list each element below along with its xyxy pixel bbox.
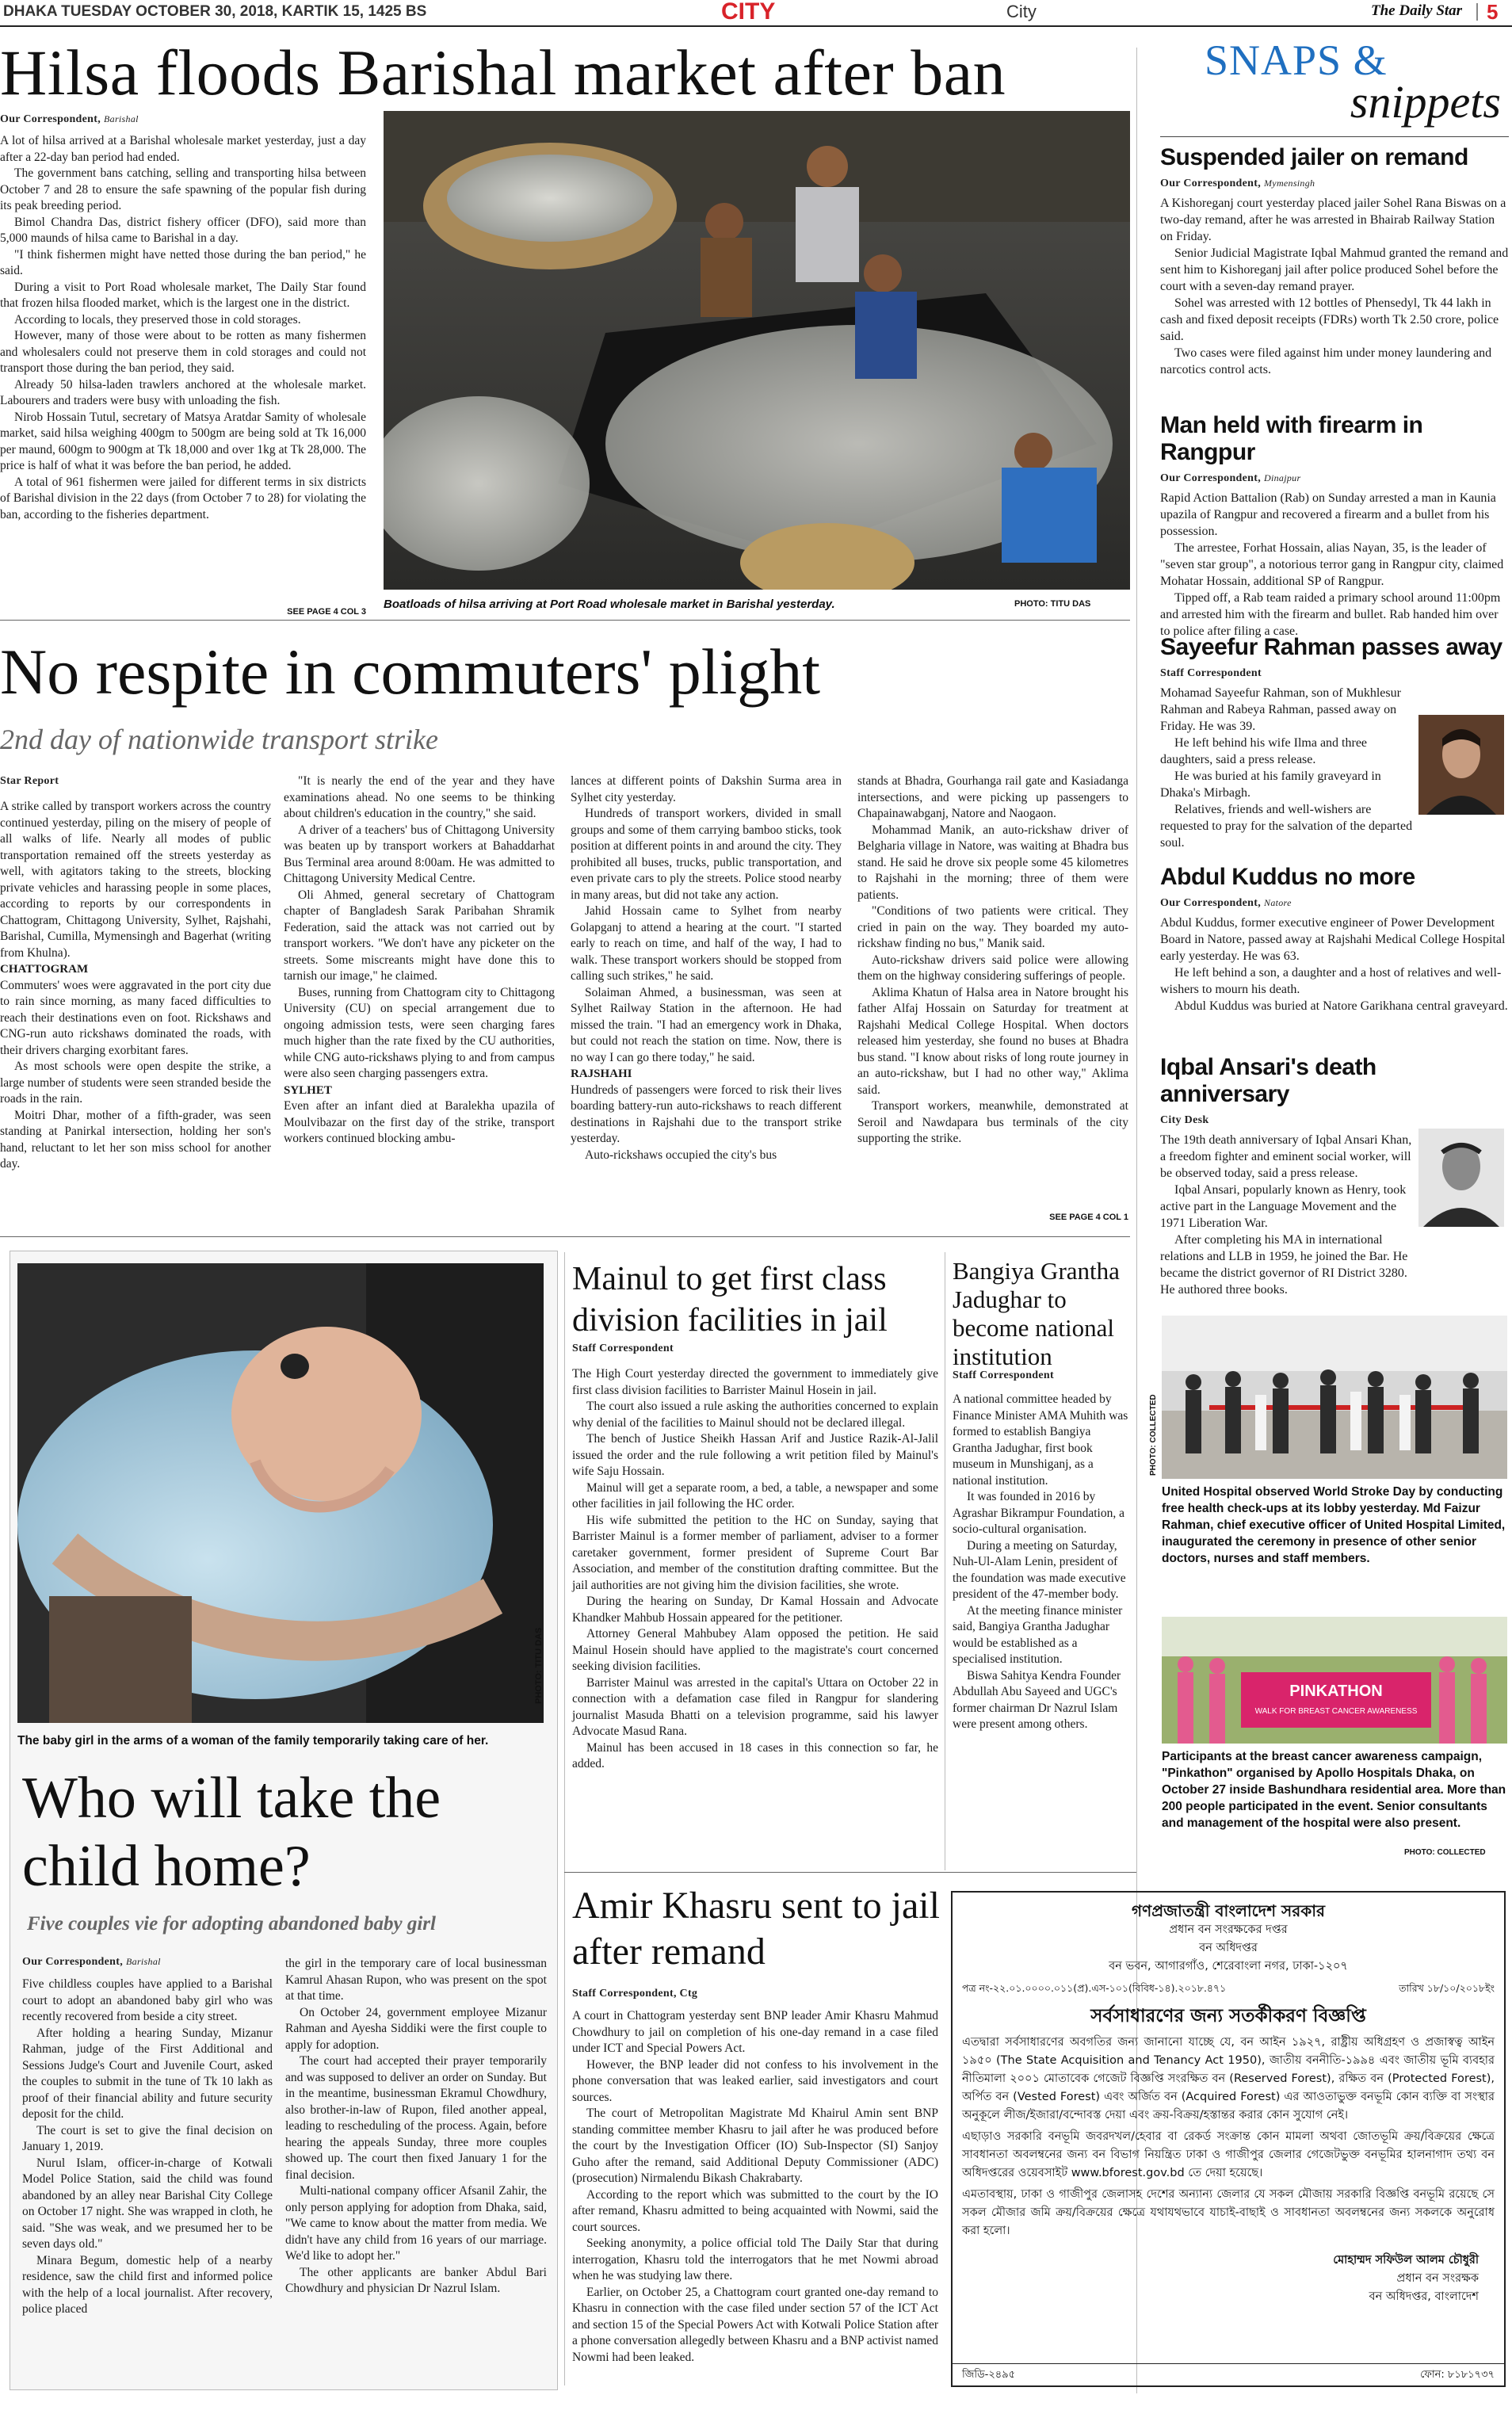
united-hospital-photo	[1162, 1316, 1507, 1479]
sayeefur-portrait	[1418, 715, 1504, 815]
paragraph: Commuters' woes were aggravated in the port city due to rain since morning, as many faced difficulties to reach their destinations even on foot. Rickshaws and CNG-run auto rickshaws dominated the roads, with their drivers charging exorbitant fares.	[0, 978, 271, 1057]
paragraph: Five childless couples have applied to a Barishal court to adopt an abandoned baby girl who was recently recovered from beside a city street.	[22, 1977, 273, 2023]
paragraph: A court in Chattogram yesterday sent BNP leader Amir Khasru Mahmud Chowdhury to jail on completion of his one-day remand in a case filed under ICT and Special Powers Act.	[572, 2009, 938, 2055]
notice-signer-office: বন অধিদপ্তর, বাংলাদেশ	[1369, 2290, 1479, 2303]
child-col1	[22, 1977, 273, 2318]
paragraph: the girl in the temporary care of local businessman Kamrul Ahasan Rupon, who was present on the spot at that time.	[285, 1957, 547, 2003]
snippet-body	[1160, 490, 1509, 640]
paragraph: According to the report which was submitted to the court by the IO after remand, Khasru admitted to being acquainted with Nowmi, said the court sources.	[572, 2187, 938, 2234]
snippet-headline[interactable]: Suspended jailer on remand	[1160, 144, 1468, 170]
paragraph: "I think fishermen might have netted those during the ban period," he said.	[0, 247, 366, 277]
paragraph: A strike called by transport workers across the country continued yesterday, piling on the misery of people of all walks of life. Nearly all modes of public transportation remained off the streets yesterday as well, with agitators taking to the streets, blocking private vehicles and harassing people in some places, according to reports by our correspondents in Chattogram, Chittagong University, Sylhet, Rajshahi, Barishal, Cumilla, Mymensingh and Bagerhat (writing from Khulna).	[0, 800, 271, 960]
paragraph: He left behind his wife Ilma and three daughters, said a press release.	[1160, 736, 1368, 766]
paragraph: A lot of hilsa arrived at a Barishal wholesale market yesterday, just a day after a 22-day ban period had ended.	[0, 134, 366, 164]
hilsa-byline	[0, 113, 139, 126]
paragraph: Two cases were filed against him under money laundering and narcotics control acts.	[1160, 346, 1492, 376]
paragraph: A Kishoreganj court yesterday placed jailer Sohel Rana Biswas on a two-day remand, after he was arrested in Bhairab Railway Station on Friday.	[1160, 197, 1506, 243]
section-subhead: RAJSHAHI	[571, 1068, 632, 1080]
bangiya-byline: Staff Correspondent	[953, 1369, 1054, 1381]
paragraph: Tipped off, a Rab team raided a primary school around 11:00pm and arrested him with the firearm and bullet. Rab handed him over to police after filing a case.	[1160, 591, 1501, 638]
paragraph: The court had accepted their prayer temporarily and was supposed to deliver an order on Sunday. But in the meantime, businessman Ekramul Chowdhury, also brother-in-law of Rupon, filed another appeal, leading to rescheduling of the process. Again, before hearing the appeals Sunday, three more couples showed up. The court then fixed January 1 for the final decision.	[285, 2054, 547, 2182]
paragraph: Barrister Mainul was arrested in the capital's Uttara on October 22 in connection with a defamation case filed in Rangpur for slandering journalist Masuda Bhatti on a television programme, said his lawyer Advocate Masud Rana.	[572, 1675, 938, 1738]
paragraph: lances at different points of Dakshin Surma area in Sylhet city yesterday.	[571, 774, 842, 804]
child-subhead: Five couples vie for adopting abandoned baby girl	[27, 1913, 436, 1935]
ribbon-cutting-image	[1162, 1316, 1507, 1479]
paragraph: On October 24, government employee Mizanur Rahman and Ayesha Siddiki were the first couple to apply for adoption.	[285, 2005, 547, 2052]
paragraph: Sohel was arrested with 12 bottles of Phensedyl, Tk 44 lakh in cash and fixed deposit receipts (FDRs) worth Tk 2.50 crore, police said.	[1160, 296, 1499, 343]
paragraph: Biswa Sahitya Kendra Founder Abdullah Abu Sayeed and UGC's former chairman Dr Nazrul Islam were present among others.	[953, 1668, 1121, 1731]
khasru-body	[572, 2008, 938, 2366]
paragraph: A total of 961 fishermen were jailed for different terms in six districts of Barishal division in the 22 days (from October 7 to 28) for violating the ban, according to the fisheries department.	[0, 475, 366, 521]
snippet-body	[1160, 915, 1509, 1014]
snippet-byline: City Desk	[1160, 1114, 1209, 1126]
paragraph: Iqbal Ansari, popularly known as Henry, took active part in the Language Movement and the 1971 Liberation War.	[1160, 1183, 1407, 1230]
byline-text: Our Correspondent,	[0, 113, 101, 125]
govt-notice	[951, 1891, 1506, 2387]
paragraph: The bench of Justice Sheikh Hassan Arif and Justice Razik-Al-Jalil issued the order and the rule following a writ petition filed by Mainul's wife Saju Hossain.	[572, 1432, 938, 1478]
paragraph: Attorney General Mahbubey Alam opposed the petition. He said Mainul Hosein should have applied to the magistrate's court concerned seeking division facilities.	[572, 1627, 938, 1673]
snippet-headline[interactable]: Man held with firearm in Rangpur	[1160, 412, 1423, 465]
paragraph: According to locals, they preserved those in cold storages.	[14, 312, 301, 327]
paragraph: His wife submitted the petition to the HC on Sunday, saying that Barrister Mainul is a former member of parliament, adviser to a former caretaker government, former president of Supreme Court Bar Association, and member of the constitution drafting committee. But the jail authorities are not giving him the division facilities, she wrote.	[572, 1513, 938, 1592]
paragraph: A national committee headed by Finance Minister AMA Muhith was formed to establish Bangiya Grantha Jadughar, first book museum in Munshiganj, as a national institution.	[953, 1392, 1128, 1488]
paragraph: Rapid Action Battalion (Rab) on Sunday arrested a man in Kaunia upazila of Rangpur and recovered a firearm and a bullet from his possession.	[1160, 491, 1496, 538]
bangiya-body	[953, 1392, 1130, 1733]
paragraph: Mohamad Sayeefur Rahman, son of Mukhlesur Rahman and Rabeya Rahman, passed away on Friday. He was 39.	[1160, 686, 1401, 733]
paragraph: Auto-rickshaw drivers said police were allowing them on the highway considering sufferings of people.	[857, 953, 1128, 983]
paragraph: He was buried at his family graveyard in Dhaka's Mirbagh.	[1160, 770, 1381, 800]
snippet-headline[interactable]: Abdul Kuddus no more	[1160, 864, 1415, 890]
child-photo	[17, 1263, 544, 1723]
pinkathon-photo	[1162, 1617, 1507, 1744]
notice-code: জিডি-২৪৯৫	[962, 2369, 1016, 2381]
paragraph: Mainul will get a separate room, a bed, a table, a newspaper and some other facilities in jail following the HC order.	[572, 1480, 938, 1511]
united-photo-credit: PHOTO: COLLECTED	[1149, 1394, 1158, 1476]
commuters-headline: No respite in commuters' plight	[0, 636, 821, 708]
paragraph: Minara Begum, domestic help of a nearby residence, saw the child first and informed police with the help of a local journalist. After recovery, police placed	[22, 2253, 273, 2316]
paragraph: Relatives, friends and well-wishers are requested to pray for the salvation of the departed soul.	[1160, 803, 1413, 850]
paragraph: Hundreds of passengers were forced to risk their lives boarding battery-run auto-rickshaws to reach different destinations in Rajshahi due to the transport strike yesterday.	[571, 1083, 842, 1145]
hilsa-see-page[interactable]: SEE PAGE 4 COL 3	[287, 607, 366, 617]
snippet-headline[interactable]: Sayeefur Rahman passes away	[1160, 634, 1502, 660]
commuters-byline: Star Report	[0, 775, 59, 787]
snippet-byline: Our Correspondent,	[1160, 472, 1262, 484]
snippet-item	[1160, 144, 1509, 378]
mainul-body	[572, 1366, 938, 1773]
snippet-byline: Our Correspondent,	[1160, 178, 1262, 189]
paragraph: Jahid Hossain came to Sylhet from nearby Golapganj to attend a hearing at the court. "I started early to reach on time, and half of the way, I had to walk. These transport workers should be stopped from calling such strikes," he said.	[571, 904, 842, 983]
snaps-title-line2: snippets	[1350, 76, 1501, 128]
masthead-logo: The Daily Star	[1371, 2, 1463, 19]
snippet-location: Mymensingh	[1264, 178, 1315, 189]
byline-location: Barishal	[126, 1956, 161, 1967]
child-col2	[285, 1956, 547, 2298]
paragraph: Aklima Khatun of Halsa area in Natore brought his father Alfaj Hossain on Saturday for treatment at Rajshahi Medical College Hospital. When doctors released him yesterday, she found no buses at Bhadra bus stand. "I know about risks of long route journey in an auto-rickshaw, but I had no other way," Aklima said.	[857, 985, 1128, 1097]
dateline: DHAKA TUESDAY OCTOBER 30, 2018, KARTIK 15, 1425 BS	[3, 3, 427, 20]
hilsa-caption: Boatloads of hilsa arriving at Port Road wholesale market in Barishal yesterday.	[384, 598, 835, 611]
snippet-item	[1160, 864, 1509, 1014]
portrait-image	[1418, 1129, 1504, 1227]
portrait-image	[1418, 715, 1504, 815]
notice-body1: এতদ্বারা সর্বসাধারণের অবগতির জন্য জানানো যাচ্ছে যে, বন আইন ১৯২৭, রাষ্ট্রীয় অধিগ্রহণ ও প্রজাস্বত্ব আইন ১৯৫০ (The State Acquisition and Tenancy Act 1950), জাতীয় বননীতি-১৯৯৪ এবং জাতীয় ভূমি ব্যবহার নীতিমালা ২০০১ মোতাবেক গেজেট বিজ্ঞপ্তি সংরক্ষিত বন (Reserved Forest), রক্ষিত বন (Protected Forest), অর্পিত বন (Vested Forest) এবং অর্জিত বন (Acquired Forest) এর আওতাভুক্ত বনভূমি কোন ব্যক্তি বা সংস্থার অনুকূলে লীজ/ইজারা/বন্দোবস্ত দেয়া এবং ক্রয়-বিক্রয়/হস্তান্তর করার কোন সুযোগ নেই।	[962, 2036, 1495, 2122]
paragraph: A driver of a teachers' bus of Chittagong University was beaten up by transport workers at Bahaddarhat Bus Terminal area around 8:00am. He was admitted to Chittagong University Medical Centre.	[284, 823, 555, 885]
paragraph: However, the BNP leader did not confess to his involvement in the phone conversation that was leaked earlier, said investigators and court sources.	[572, 2057, 938, 2104]
notice-phone: ফোন: ৮১৮১৭৩৭	[1420, 2369, 1495, 2381]
snippet-byline: Our Correspondent,	[1160, 897, 1262, 909]
snaps-title-line1: SNAPS &	[1205, 36, 1388, 84]
commuters-see-page[interactable]: SEE PAGE 4 COL 1	[1049, 1213, 1128, 1222]
commuters-subhead: 2nd day of nationwide transport strike	[0, 724, 438, 755]
paragraph: Already 50 hilsa-laden trawlers anchored at the wholesale market. Labourers and traders were busy with unloading the fish.	[0, 377, 366, 407]
mainul-byline: Staff Correspondent	[572, 1343, 674, 1354]
notice-title: সর্বসাধারণের জন্য সতর্কীকরণ বিজ্ঞপ্তি	[1090, 2006, 1366, 2026]
paragraph: Senior Judicial Magistrate Iqbal Mahmud granted the remand and sent him to Kishoreganj jail after police produced Sohel before the court with a seven-day remand prayer.	[1160, 246, 1509, 293]
snippet-item	[1160, 412, 1509, 640]
paragraph: Buses, running from Chattogram city to Chittagong University (CU) on special arrangement due to ongoing admission tests, were seen charging fares much higher than the rate fixed by the CU authorities, while CNG auto-rickshaws plying to and from campus were also seen charging passengers extra.	[284, 985, 555, 1080]
section-subhead: CHATTOGRAM	[0, 963, 89, 976]
paragraph: Transport workers, meanwhile, demonstrated at Seroil and Nawdapara bus terminals of the city supporting the strike.	[857, 1099, 1128, 1145]
snippet-byline: Staff Correspondent	[1160, 667, 1262, 679]
page-header	[0, 0, 1512, 24]
hilsa-market-image	[384, 111, 1130, 590]
paragraph: After holding a hearing Sunday, Mizanur Rahman, judge of the First Additional and Sessions Judge's Court and Juvenile Court, asked the couples to submit in the tune of Tk 10 lakh as proof of their financial ability and future security deposit for the child.	[22, 2026, 273, 2121]
notice-body3: এমতাবস্থায়, ঢাকা ও গাজীপুর জেলাসহ দেশের অন্যান্য জেলার যে সকল মৌজায় সরকারি বিজ্ঞপ্তি বনভূমি রয়েছে সে সকল মৌজার জমি ক্রয়/বিক্রয়ের ক্ষেত্রে যথাযথভাবে যাচাই-বাছাই ও সাবধানতা অবলম্বনের জন্য সকলকে অনুরোধ করা হলো।	[962, 2188, 1495, 2237]
paragraph: During a meeting on Saturday, Nuh-Ul-Alam Lenin, president of the foundation was made executive president of the 47-member body.	[953, 1538, 1126, 1601]
paragraph: Bimol Chandra Das, district fishery officer (DFO), said more than 5,000 maunds of hilsa came to Barishal in a day.	[0, 215, 366, 245]
child-headline: Who will take the child home?	[22, 1766, 441, 1899]
notice-date: তারিখ ১৮/১০/২০১৮ইং	[1399, 1982, 1495, 1994]
commuters-col1	[0, 799, 271, 1173]
paragraph: Nurul Islam, officer-in-charge of Kotwali Model Police Station, said the child was found abandoned by an alley near Barishal City College on October 17 night. She was wrapped in cloth, he said. "She was weak, and we presumed her to be seven days old."	[22, 2156, 273, 2251]
iqbal-portrait	[1418, 1129, 1504, 1227]
baby-girl-image	[17, 1263, 544, 1723]
bangiya-headline: Bangiya Grantha Jadughar to become national institution	[953, 1257, 1120, 1370]
paragraph: Hundreds of transport workers, divided in small groups and some of them carrying bamboo sticks, took position at different points in and around the city. They prohibited all buses, trucks, public transportation, and even private cars to ply the streets. Police stood nearby in many areas, but did not take any action.	[571, 807, 842, 902]
paragraph: The High Court yesterday directed the government to immediately give first class division facilities to Barrister Mainul Hosein in jail.	[572, 1367, 938, 1397]
paragraph: Even after an infant died at Baralekha upazila of Moulvibazar on the first day of the strike, transport workers continued blocking ambu-	[284, 1099, 555, 1145]
paragraph: stands at Bhadra, Gourhanga rail gate and Kasiadanga intersections, and were picking up passengers to Chapainawabganj, Natore and Naogaon.	[857, 774, 1128, 820]
snippet-headline[interactable]: Iqbal Ansari's death anniversary	[1160, 1054, 1376, 1107]
pinkathon-photo-credit: PHOTO: COLLECTED	[1404, 1848, 1486, 1857]
byline-location: Barishal	[104, 113, 139, 124]
snippet-location: Natore	[1264, 897, 1292, 908]
section-label: City	[1006, 2, 1037, 21]
paragraph: The government bans catching, selling and transporting hilsa between October 7 and 28 to ensure the safe spawning of the popular fish during its peak breeding period.	[0, 166, 366, 212]
mainul-headline: Mainul to get first class division facilities in jail	[572, 1261, 888, 1339]
hilsa-photo	[384, 111, 1130, 590]
notice-body2: এছাড়াও সরকারি বনভূমি জবরদখল/হেবার বা রেকর্ড সংক্রান্ত কোন মামলা অথবা জোতভূমি ক্রয়/বিক্রয়ের ক্ষেত্রে সাবধানতা অবলম্বনের জন্য বন বিভাগ নিয়ন্ত্রিত ঢাকা ও গাজীপুর জেলার গেজেটভুক্ত বনভূমির হালনাগাদ তথ্য বন অধিদপ্তরের ওয়েবসাইট www.bforest.gov.bd তে দেয়া হয়েছে।	[962, 2130, 1495, 2179]
snippet-location: Dinajpur	[1264, 472, 1301, 483]
paragraph: The arrestee, Forhat Hossain, alias Nayan, 35, is the leader of "seven star group", a notorious terror gang in Rangpur city, claimed Mohatar Hossain, additional SP of Rangpur.	[1160, 541, 1504, 588]
commuters-col3	[571, 773, 842, 1163]
paragraph: Moitri Dhar, mother of a fifth-grader, was seen standing at Panirkal intersection, holding her son's hand, reluctant to let her son miss school for another day.	[0, 1108, 271, 1171]
commuters-col2	[284, 773, 555, 1148]
paragraph: Auto-rickshaws occupied the city's bus	[585, 1148, 777, 1162]
paragraph: The 19th death anniversary of Iqbal Ansari Khan, a freedom fighter and eminent social worker, will be observed today, said a press release.	[1160, 1133, 1412, 1180]
paragraph: During the hearing on Sunday, Dr Kamal Hossain and Advocate Khandker Mahbub Hossain appeared for the petitioner.	[572, 1595, 938, 1625]
snippet-body	[1160, 685, 1414, 851]
child-caption: The baby girl in the arms of a woman of the family temporarily taking care of her.	[17, 1734, 489, 1747]
paragraph: Abdul Kuddus, former executive engineer of Power Development Board in Natore, passed away at Rajshahi Medical College Hospital early yesterday. He was 63.	[1160, 916, 1506, 963]
paragraph: As most schools were open despite the strike, a large number of students were seen stranded beside the roads in the rain.	[0, 1060, 271, 1106]
paragraph: The other applicants are banker Abdul Bari Chowdhury and physician Dr Nazrul Islam.	[285, 2265, 547, 2295]
united-caption: United Hospital observed World Stroke Day by conducting free health check-ups at its lobby yesterday. Md Faizur Rahman, chief executive officer of United Hospital Limited, inaugurated the ceremony in presence of other senior doctors, nurses and staff members.	[1162, 1485, 1506, 1565]
page-number: 5	[1487, 0, 1499, 24]
paragraph: Abdul Kuddus was buried at Natore Garikhana central graveyard.	[1174, 999, 1508, 1013]
paragraph: The court also issued a rule asking the authorities concerned to explain why denial of the facilities to Mainul should not be declared illegal.	[572, 1400, 938, 1430]
snippet-body	[1160, 195, 1509, 378]
paragraph: Earlier, on October 25, a Chattogram court granted one-day remand to Khasru in connection with the case filed under section 57 of the ICT Act and section 15 of the Special Powers Act with Kotwali Police Station after a phone conversation allegedly between Khasru and a BNP activist named Nowmi had been leaked.	[572, 2285, 938, 2364]
notice-line3: বন অধিদপ্তর	[1199, 1942, 1258, 1954]
notice-signer: মোহাম্মদ সফিউল আলম চৌধুরী	[1333, 2254, 1479, 2267]
paragraph: The court of Metropolitan Magistrate Md Khairul Amin sent BNP standing committee member Khasru to jail after he was produced before the court by the Investigation Officer (IO) Sub-Inspector (SI) Sanjoy Guho after the remand, said Additional Deputy Commissioner (ADC) (prosecution) Nirmalendu Bikash Chakrabarty.	[572, 2107, 938, 2185]
paragraph: It was founded in 2016 by Agrashar Bikrampur Foundation, a socio-cultural organisation.	[953, 1490, 1124, 1536]
child-byline	[22, 1956, 161, 1969]
khasru-headline: Amir Khasru sent to jail after remand	[572, 1885, 940, 1973]
paragraph: "Conditions of two patients were critical. They cried in pain on the way. They boarded my auto-rickshaw finding no bus," Manik said.	[857, 904, 1128, 950]
paragraph: Mainul has been accused in 18 cases in this connection so far, he added.	[572, 1740, 938, 1770]
paragraph: Multi-national company officer Afsanil Zahir, the only person applying for adoption from Dhaka, said, "We came to know about the matter from media. We didn't have any child from 16 years of our marriage. We'd like to adopt her."	[285, 2184, 547, 2263]
paragraph: The court is set to give the final decision on January 1, 2019.	[22, 2123, 273, 2153]
paragraph: "It is nearly the end of the year and they have examinations ahead. No one seems to be thinking about children's education in the country," she said.	[284, 774, 555, 820]
paragraph: After completing his MA in international relations and LLB in 1959, he joined the Bar. He became the district governor of RI District 3280. He authored three books.	[1160, 1233, 1408, 1297]
paragraph: During a visit to Port Road wholesale market, The Daily Star found that frozen hilsa flooded market, which is the largest one in the district.	[0, 280, 366, 310]
snaps-title	[1144, 36, 1509, 133]
banner-text-main: PINKATHON	[1289, 1683, 1383, 1700]
paragraph: He left behind a son, a daughter and a host of relatives and well-wishers to mourn his death.	[1160, 966, 1502, 996]
hilsa-headline: Hilsa floods Barishal market after ban	[0, 36, 1006, 109]
paragraph: Nirob Hossain Tutul, secretary of Matsya Aratdar Samity of wholesale market, said hilsa weighing 400gm to 500gm are being sold at Tk 16,000 per maund, 600gm to 900gm at Tk 18,000 and over 1kg at Tk 28,000. The price is half of what it was before the ban period, he added.	[0, 410, 366, 472]
paragraph: However, many of those were about to be rotten as many fishermen and wholesalers could not preserve them in cold storages and could not transport those during the ban period, they said.	[0, 329, 366, 375]
pinkathon-caption: Participants at the breast cancer awareness campaign, "Pinkathon" organised by Apollo Hospitals Dhaka, on October 27 inside Bashundhara residential area. More than 200 people participated in the event. Senior consultants and management of the hospital were also present.	[1162, 1750, 1506, 1830]
notice-line4: বন ভবন, আগারগাঁও, শেরেবাংলা নগর, ঢাকা-১২০৭	[1109, 1960, 1348, 1973]
section-label-red: CITY	[721, 0, 776, 25]
notice-line1: গণপ্রজাতন্ত্রী বাংলাদেশ সরকার	[1132, 1901, 1325, 1920]
paragraph: Oli Ahmed, general secretary of Chattogram chapter of Bangladesh Sarak Paribahan Shramik Federation, said the attack was not carried out by transport workers. "We don't have any picketer on the streets. Some miscreants might have done this to tarnish our image," he claimed.	[284, 888, 555, 983]
notice-signer-title: প্রধান বন সংরক্ষক	[1396, 2272, 1479, 2285]
khasru-byline: Staff Correspondent, Ctg	[572, 1988, 698, 2000]
section-subhead: SYLHET	[284, 1083, 332, 1097]
hilsa-body	[0, 133, 366, 523]
snippet-body	[1160, 1132, 1414, 1298]
hilsa-photo-credit: PHOTO: TITU DAS	[1014, 599, 1091, 609]
notice-line2: প্রধান বন সংরক্ষকের দপ্তর	[1169, 1923, 1288, 1936]
paragraph: Solaiman Ahmed, a businessman, was seen at Sylhet Railway Station in the afternoon. He had missed the train. "I had an emergency work in Dhaka, but could not reach the station on time. Now, there is no way I can go there today," he said.	[571, 985, 842, 1064]
banner-text-sub: WALK FOR BREAST CANCER AWARENESS	[1254, 1707, 1418, 1716]
pinkathon-image	[1162, 1617, 1507, 1744]
byline-text: Our Correspondent,	[22, 1956, 124, 1968]
commuters-col4	[857, 773, 1128, 1148]
paragraph: Seeking anonymity, a police official told The Daily Star that during interrogation, Khasru told the interrogators that he met Nowmi abroad when he was studying law there.	[572, 2236, 938, 2282]
paragraph: At the meeting finance minister said, Bangiya Grantha Jadughar would be established as a specialised institution.	[953, 1603, 1123, 1666]
child-photo-credit: PHOTO: TITU DAS	[534, 1627, 544, 1704]
paragraph: Mohammad Manik, an auto-rickshaw driver of Belgharia village in Natore, was waiting at Bhadra bus stand. He said he drove six people some 45 kilometres to Rajshahi in the morning; three of them were patients.	[857, 823, 1128, 902]
notice-ref: পত্র নং-২২.০১.০০০০.০১১(প্র).এস-১০১(বিবিধ-১৪).২০১৮.৪৭১	[962, 1982, 1227, 1994]
